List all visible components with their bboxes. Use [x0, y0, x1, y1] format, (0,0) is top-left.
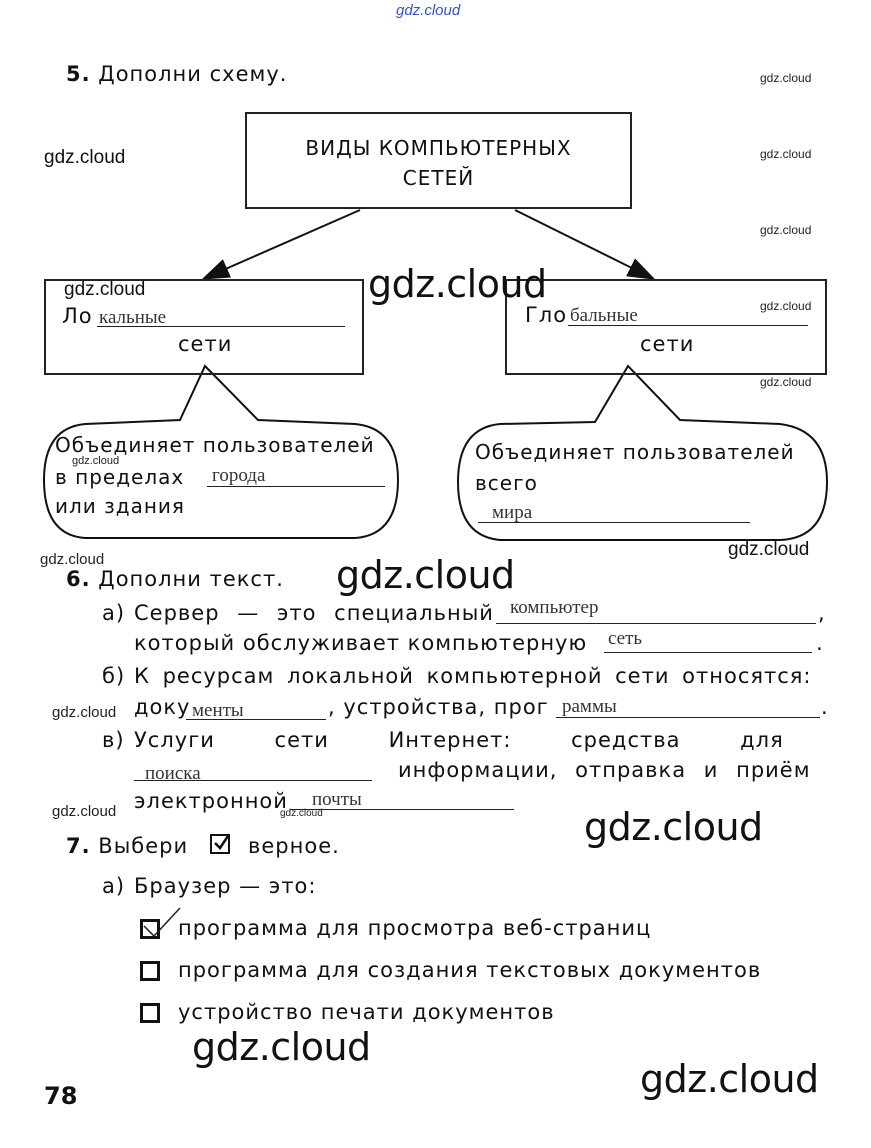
task6-v-label: в) — [102, 728, 125, 752]
option-3-label: устройство печати документов — [178, 1000, 555, 1024]
global-answer: бальные — [570, 305, 638, 326]
task6-b-line1 — [186, 719, 326, 720]
task7-number: 7. — [66, 834, 91, 858]
watermark: gdz.cloud — [760, 223, 812, 237]
bubble-left-answer: города — [212, 465, 266, 486]
scheme-root-line1: ВИДЫ КОМПЬЮТЕРНЫХ — [305, 136, 572, 160]
local-suffix: сети — [178, 332, 233, 356]
watermark: gdz.cloud — [280, 808, 323, 819]
option-3-checkbox[interactable] — [140, 1003, 160, 1023]
task6-a-text2: который обслуживает компьютерную — [134, 631, 588, 655]
bubble-right-answer-line — [478, 522, 750, 523]
task7-header — [66, 834, 188, 858]
checkmark-icon — [140, 904, 180, 944]
global-suffix: сети — [640, 332, 695, 356]
watermark: gdz.cloud — [760, 375, 812, 389]
option-2-label: программа для создания текстовых документов — [178, 958, 762, 982]
task6-v-line2 — [290, 809, 514, 810]
bubble-left-line2: в пределах — [55, 465, 185, 489]
task6-a-dot: . — [816, 631, 824, 655]
bubble-left-answer-line — [207, 486, 385, 487]
bubble-left-line1: Объединяет пользователей — [55, 433, 375, 457]
task6-v-text1: Услуги сети Интернет: средства для — [134, 728, 784, 752]
task6-v-answer2: почты — [312, 789, 362, 810]
task6-b-line2 — [556, 717, 820, 718]
task6-b-text1: К ресурсам локальной компьютерной сети относятся: — [134, 664, 812, 688]
global-answer-line — [568, 325, 808, 326]
watermark: gdz.cloud — [40, 551, 105, 568]
watermark: gdz.cloud — [72, 455, 120, 467]
task6-b-mid: , устройства, прог — [328, 695, 549, 719]
watermark: gdz.cloud — [760, 71, 812, 85]
watermark: gdz.cloud — [336, 553, 515, 597]
watermark: gdz.cloud — [728, 539, 810, 560]
task6-b-label: б) — [102, 664, 126, 688]
task6-b-prefix1: доку — [134, 695, 191, 719]
local-answer-line — [97, 326, 345, 327]
task6-v-text3: электронной — [134, 789, 288, 813]
task6-v-answer1: поиска — [145, 763, 201, 784]
task5-title: Дополни схему. — [98, 62, 288, 86]
task6-header — [66, 567, 284, 591]
task6-number: 6. — [66, 567, 91, 591]
task6-a-answer2: сеть — [608, 628, 643, 649]
watermark-top: gdz.cloud — [396, 2, 461, 19]
page-number: 78 — [44, 1082, 78, 1110]
task6-b-dot: . — [821, 695, 829, 719]
watermark: gdz.cloud — [760, 299, 812, 313]
option-2-checkbox[interactable] — [140, 961, 160, 981]
bubble-right-line2: всего — [475, 471, 538, 495]
task6-a-label: а) — [102, 601, 126, 625]
task6-a-line2 — [604, 652, 812, 653]
watermark: gdz.cloud — [368, 262, 547, 306]
local-prefix: Ло — [62, 304, 93, 328]
watermark: gdz.cloud — [640, 1057, 819, 1101]
global-prefix: Гло — [525, 303, 568, 327]
arrow-left — [205, 210, 360, 278]
watermark: gdz.cloud — [44, 147, 126, 168]
task7-title-before: Выбери — [98, 834, 189, 858]
task7-question: Браузер — это: — [134, 874, 317, 898]
task6-b-answer2: раммы — [562, 696, 617, 717]
task6-b-answer1: менты — [192, 700, 244, 721]
task6-a-line1 — [496, 623, 816, 624]
task7-title-after: верное. — [248, 834, 340, 858]
task7-q-label: а) — [102, 874, 126, 898]
watermark: gdz.cloud — [64, 279, 146, 300]
task6-a-answer1: компьютер — [510, 597, 599, 618]
task6-title: Дополни текст. — [98, 567, 284, 591]
scheme-box-global — [505, 279, 827, 375]
watermark: gdz.cloud — [52, 704, 117, 721]
task6-a-comma: , — [818, 601, 826, 625]
task5-number: 5. — [66, 62, 91, 86]
option-1-checkbox[interactable] — [140, 919, 160, 939]
checkbox-legend-icon — [210, 834, 230, 854]
option-1-label: программа для просмотра веб-страниц — [178, 916, 652, 940]
local-answer: кальные — [99, 307, 167, 328]
task6-v-text2: информации, отправка и приём — [398, 758, 811, 782]
scheme-root-line2: СЕТЕЙ — [402, 166, 475, 190]
watermark: gdz.cloud — [584, 805, 763, 849]
bubble-right-line1: Объединяет пользователей — [475, 440, 795, 464]
watermark: gdz.cloud — [52, 803, 117, 820]
bubble-right-answer: мира — [492, 502, 533, 523]
watermark: gdz.cloud — [192, 1025, 371, 1069]
task6-v-line1 — [134, 780, 372, 781]
bubble-left-line3: или здания — [55, 494, 185, 518]
watermark: gdz.cloud — [760, 147, 812, 161]
task6-a-text1: Сервер — это специальный — [134, 601, 494, 625]
